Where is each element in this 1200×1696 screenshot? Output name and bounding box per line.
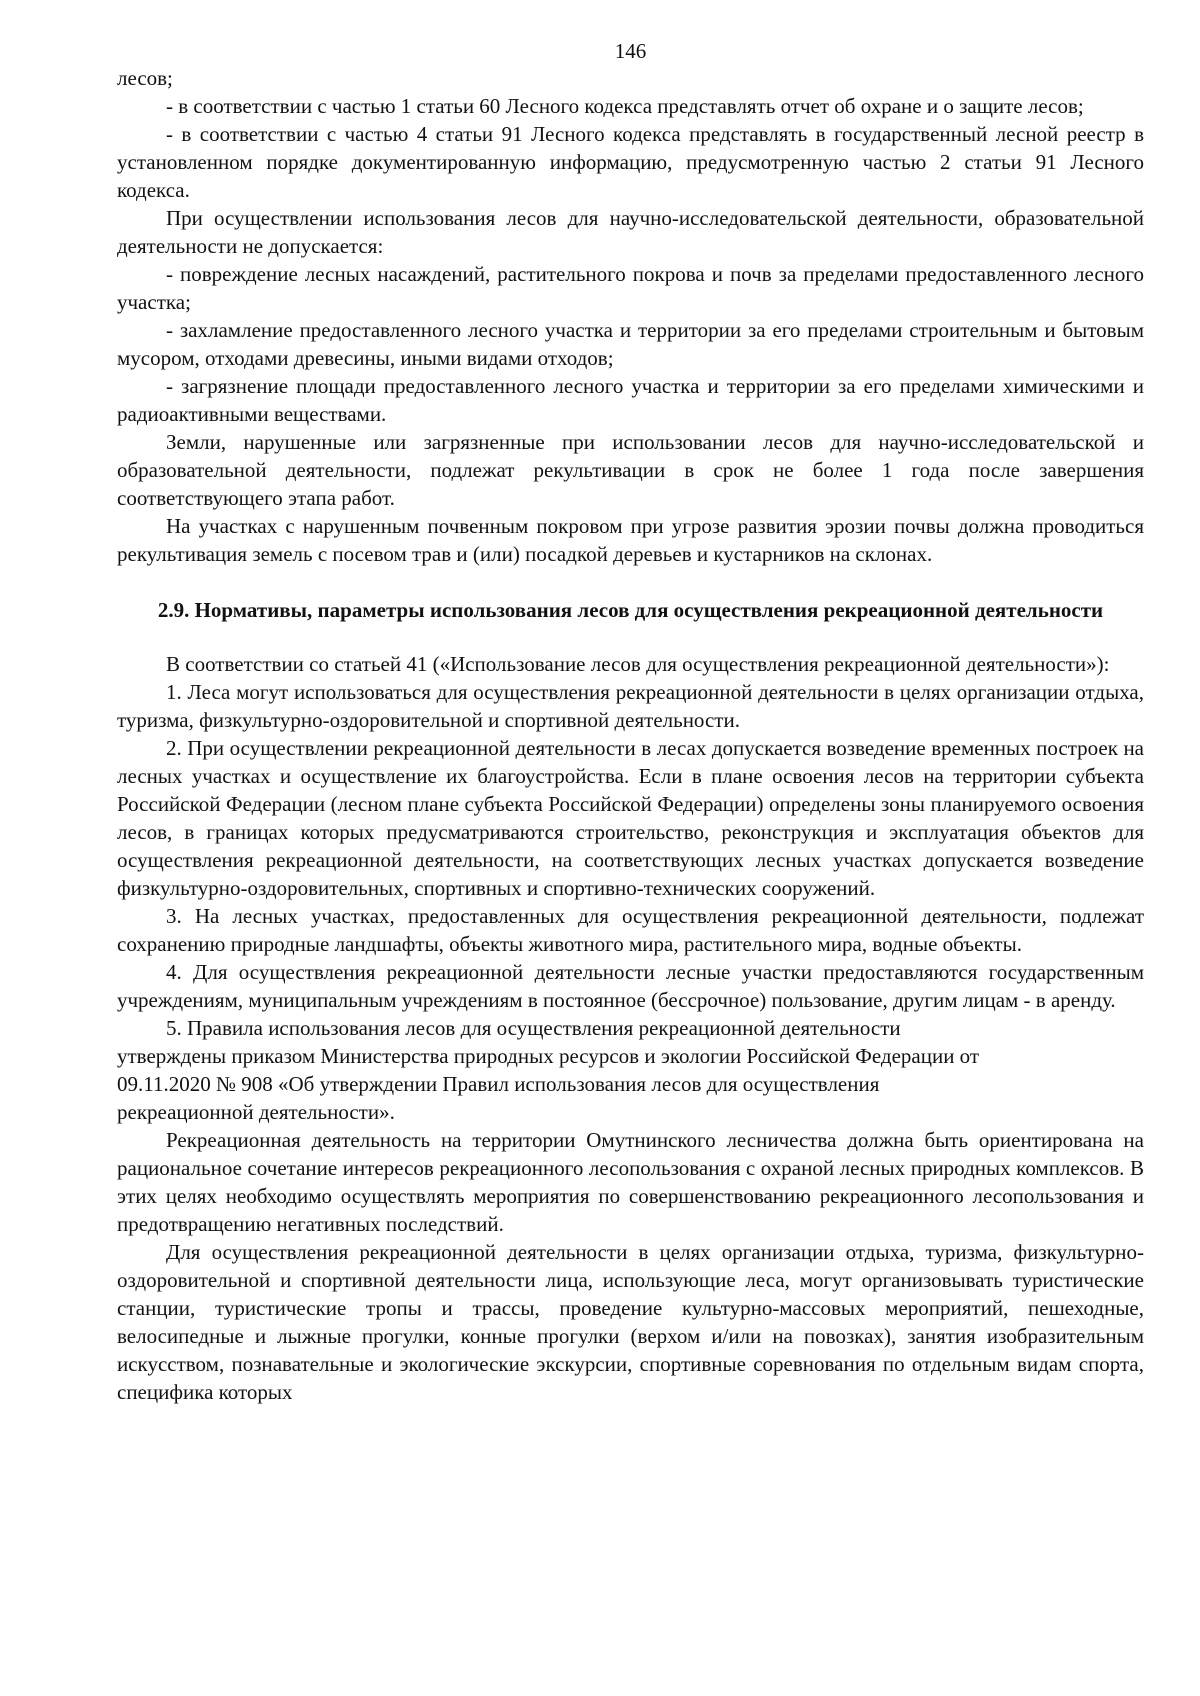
page-number: 146 — [614, 39, 647, 63]
list-item: 4. Для осуществления рекреационной деятельности лесные участки предоставляются государственным учреждениям, муниципальным учреждениям в постоянное (бессрочное) пользование, другим лицам - в аренду. — [117, 960, 1144, 1012]
paragraph: При осуществлении использования лесов для научно-исследовательской деятельности, образовательной деятельности не допускается: — [117, 206, 1144, 258]
item5-line: рекреационной деятельности». — [117, 1100, 395, 1124]
list-item: 1. Леса могут использоваться для осуществления рекреационной деятельности в целях организации отдыха, туризма, физкультурно-оздоровительной и спортивной деятельности. — [117, 680, 1144, 732]
list-item-5 — [117, 1014, 1144, 1126]
paragraph: В соответствии со статьей 41 («Использование лесов для осуществления рекреационной деятельности»): — [166, 652, 1110, 676]
section-heading: 2.9. Нормативы, параметры использования лесов для осуществления рекреационной деятельности — [157, 598, 1104, 622]
paragraph: Рекреационная деятельность на территории Омутнинского лесничества должна быть ориентирована на рациональное сочетание интересов рекреационного лесопользования с охраной лесных природных комплексов. В этих целях необходимо осуществлять мероприятия по совершенствованию рекреационного лесопользования и предотвращению негативных последствий. — [117, 1128, 1144, 1236]
paragraph: - в соответствии с частью 4 статьи 91 Лесного кодекса представлять в государственный лесной реестр в установленном порядке документированную информацию, предусмотренную частью 2 статьи 91 Лесного кодекса. — [117, 122, 1144, 202]
paragraph: лесов; — [117, 66, 173, 90]
paragraph: На участках с нарушенным почвенным покровом при угрозе развития эрозии почвы должна проводиться рекультивация земель с посевом трав и (или) посадкой деревьев и кустарников на склонах. — [117, 514, 1144, 566]
paragraph: - загрязнение площади предоставленного лесного участка и территории за его пределами химическими и радиоактивными веществами. — [117, 374, 1144, 426]
list-item: 2. При осуществлении рекреационной деятельности в лесах допускается возведение временных построек на лесных участках и осуществление их благоустройства. Если в плане освоения лесов на территории субъекта Российской Федерации (лесном плане субъекта Российской Федерации) определены зоны планируемого освоения лесов, в границах которых предусматриваются строительство, реконструкция и эксплуатация объектов для осуществления рекреационной деятельности, на соответствующих лесных участках допускается возведение физкультурно-оздоровительных, спортивных и спортивно-технических сооружений. — [117, 736, 1144, 900]
list-item: 3. На лесных участках, предоставленных для осуществления рекреационной деятельности, подлежат сохранению природные ландшафты, объекты животного мира, растительного мира, водные объекты. — [117, 904, 1144, 956]
paragraph: - в соответствии с частью 1 статьи 60 Лесного кодекса представлять отчет об охране и о защите лесов; — [166, 94, 1084, 118]
paragraph: - захламление предоставленного лесного участка и территории за его пределами строительным и бытовым мусором, отходами древесины, иными видами отходов; — [117, 318, 1144, 370]
item5-line: 5. Правила использования лесов для осуществления рекреационной деятельности — [166, 1016, 901, 1040]
item5-line: 09.11.2020 № 908 «Об утверждении Правил использования лесов для осуществления — [117, 1072, 880, 1096]
paragraph: Для осуществления рекреационной деятельности в целях организации отдыха, туризма, физкультурно-оздоровительной и спортивной деятельности лица, использующие леса, могут организовывать туристические станции, туристические тропы и трассы, проведение культурно-массовых мероприятий, пешеходные, велосипедные и лыжные прогулки, конные прогулки (верхом и/или на повозках), занятия изобразительным искусством, познавательные и экологические экскурсии, спортивные соревнования по отдельным видам спорта, специфика которых — [117, 1240, 1144, 1404]
paragraph: Земли, нарушенные или загрязненные при использовании лесов для научно-исследовательской и образовательной деятельности, подлежат рекультивации в срок не более 1 года после завершения соответствующего этапа работ. — [117, 430, 1144, 510]
item5-line: утверждены приказом Министерства природных ресурсов и экологии Российской Федерации от — [117, 1044, 980, 1068]
paragraph: - повреждение лесных насаждений, растительного покрова и почв за пределами предоставленного лесного участка; — [117, 262, 1144, 314]
